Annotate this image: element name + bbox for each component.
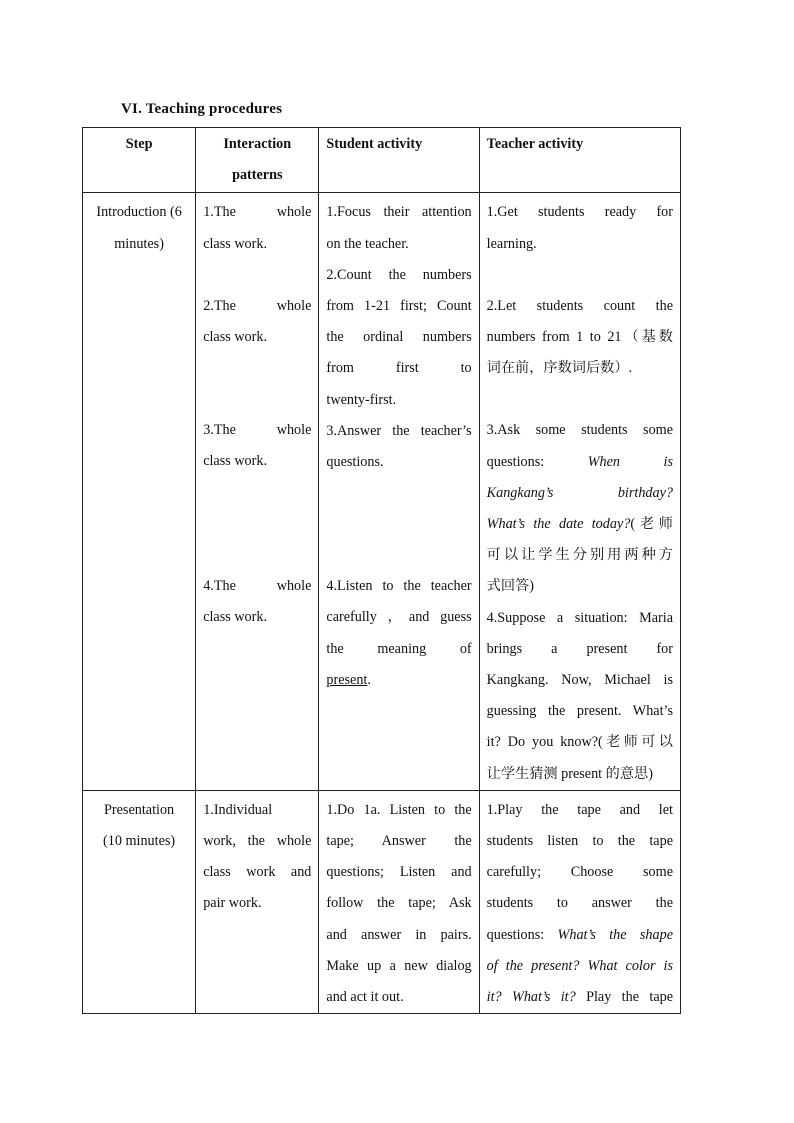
header-step (83, 128, 196, 193)
interaction-item-1-line1: 1.The whole (203, 204, 312, 221)
student-presentation-line3: questions; Listen and (326, 864, 472, 881)
teacher-activity-4-line1: 4.Suppose a situation: Maria (486, 609, 673, 626)
student-activity-2-line3: the ordinal numbers (326, 329, 472, 346)
teacher-activity-3-line2: questions: When is (486, 453, 673, 470)
table-row-introduction (83, 193, 681, 790)
underlined-word-present: present (326, 671, 368, 688)
teacher-activity-1-line2: learning. (486, 235, 537, 252)
teaching-procedures-table (82, 127, 681, 1014)
teacher-activity-3-line3: Kangkang’s birthday? (486, 484, 673, 501)
student-presentation-line5: and answer in pairs. (326, 926, 472, 943)
student-presentation-line1: 1.Do 1a. Listen to the (326, 801, 472, 818)
teacher-activity-cell-presentation (479, 790, 680, 1013)
teacher-activity-4-line4: guessing the present. What’s (486, 703, 673, 720)
interaction-presentation-line4: pair work. (203, 895, 262, 912)
interaction-item-4-line1: 4.The whole (203, 577, 312, 594)
teacher-activity-3-line6: 式回答) (486, 578, 534, 595)
student-activity-4-line1: 4.Listen to the teacher (326, 578, 472, 595)
student-activity-2-line1: 2.Count the numbers (326, 266, 472, 283)
teacher-presentation-line4: students to answer the (486, 895, 673, 912)
table-row-presentation (83, 790, 681, 1013)
header-step-label: Step (125, 136, 153, 152)
header-teacher-label: Teacher activity (486, 136, 584, 152)
teacher-activity-1-line1: 1.Get students ready for (486, 204, 673, 221)
header-interaction-patterns (196, 128, 319, 193)
student-activity-cell-introduction (319, 193, 479, 790)
teacher-presentation-line1: 1.Play the tape and let (486, 801, 673, 818)
table-header-row (83, 128, 681, 193)
header-student-activity (319, 128, 479, 193)
student-presentation-line7: and act it out. (326, 989, 404, 1006)
interaction-presentation-line2: work, the whole (203, 833, 312, 850)
step-introduction-line1: Introduction (6 (96, 204, 182, 221)
step-cell-introduction (83, 193, 196, 790)
student-activity-2-line4: from first to (326, 360, 472, 377)
teacher-activity-cell-introduction (479, 193, 680, 790)
student-activity-1-line2: on the teacher. (326, 235, 409, 252)
teacher-activity-4-line5: it? Do you know?(老师可以 (486, 734, 673, 751)
teacher-activity-4-line3: Kangkang. Now, Michael is (486, 672, 673, 689)
interaction-item-2-line2: class work. (203, 329, 268, 346)
interaction-item-3-line1: 3.The whole (203, 422, 312, 439)
interaction-item-3-line2: class work. (203, 453, 268, 470)
student-activity-4-line2: carefully ，and guess (326, 609, 472, 626)
teacher-activity-3-line5: 可以让学生分别用两种方 (486, 547, 673, 564)
student-activity-3-line1: 3.Answer the teacher’s (326, 422, 472, 439)
teacher-presentation-line7: it? What’s it? Play the tape (486, 989, 674, 1006)
teacher-presentation-line5: questions: What’s the shape (486, 926, 673, 943)
teacher-activity-3-line1: 3.Ask some students some (486, 422, 673, 439)
step-introduction-line2: minutes) (114, 235, 164, 252)
teacher-presentation-line6: of the present? What color is (486, 957, 673, 974)
teacher-activity-3-line4: What’s the date today?(老师 (486, 516, 673, 533)
student-activity-2-line2: from 1-21 first; Count (326, 298, 472, 315)
interaction-cell-presentation (196, 790, 319, 1013)
student-activity-cell-presentation (319, 790, 479, 1013)
teacher-presentation-line3: carefully; Choose some (486, 864, 673, 881)
student-activity-1-line1: 1.Focus their attention (326, 204, 472, 221)
interaction-item-2-line1: 2.The whole (203, 297, 312, 314)
student-presentation-line2: tape; Answer the (326, 833, 472, 850)
step-presentation-line1: Presentation (104, 801, 175, 818)
interaction-item-4-line2: class work. (203, 608, 268, 625)
student-presentation-line4: follow the tape; Ask (326, 895, 472, 912)
interaction-item-1-line2: class work. (203, 235, 268, 252)
header-teacher-activity (479, 128, 680, 193)
section-title: VI. Teaching procedures (121, 101, 283, 117)
student-presentation-line6: Make up a new dialog (326, 957, 472, 974)
header-student-label: Student activity (326, 136, 423, 152)
step-presentation-line2: (10 minutes) (103, 833, 176, 850)
student-activity-3-line2: questions. (326, 454, 384, 471)
teacher-activity-2-line3: 词在前，序数词后数）. (486, 360, 633, 377)
interaction-presentation-line3: class work and (203, 864, 312, 881)
interaction-cell-introduction (196, 193, 319, 790)
teacher-presentation-line2: students listen to the tape (486, 833, 673, 850)
step-cell-presentation (83, 790, 196, 1013)
student-activity-4-line4: present. (326, 671, 371, 688)
teacher-activity-4-line6: 让学生猜测 present 的意思) (486, 765, 653, 782)
header-interaction-line2: patterns (232, 167, 283, 184)
student-activity-2-line5: twenty-first. (326, 391, 397, 408)
student-activity-4-line3: the meaning of (326, 640, 472, 657)
teacher-activity-4-line2: brings a present for (486, 640, 673, 657)
teacher-activity-2-line2: numbers from 1 to 21（基数 (486, 329, 673, 346)
teacher-activity-2-line1: 2.Let students count the (486, 297, 673, 314)
interaction-presentation-line1: 1.Individual (203, 801, 273, 818)
header-interaction-line1: Interaction (223, 136, 292, 152)
